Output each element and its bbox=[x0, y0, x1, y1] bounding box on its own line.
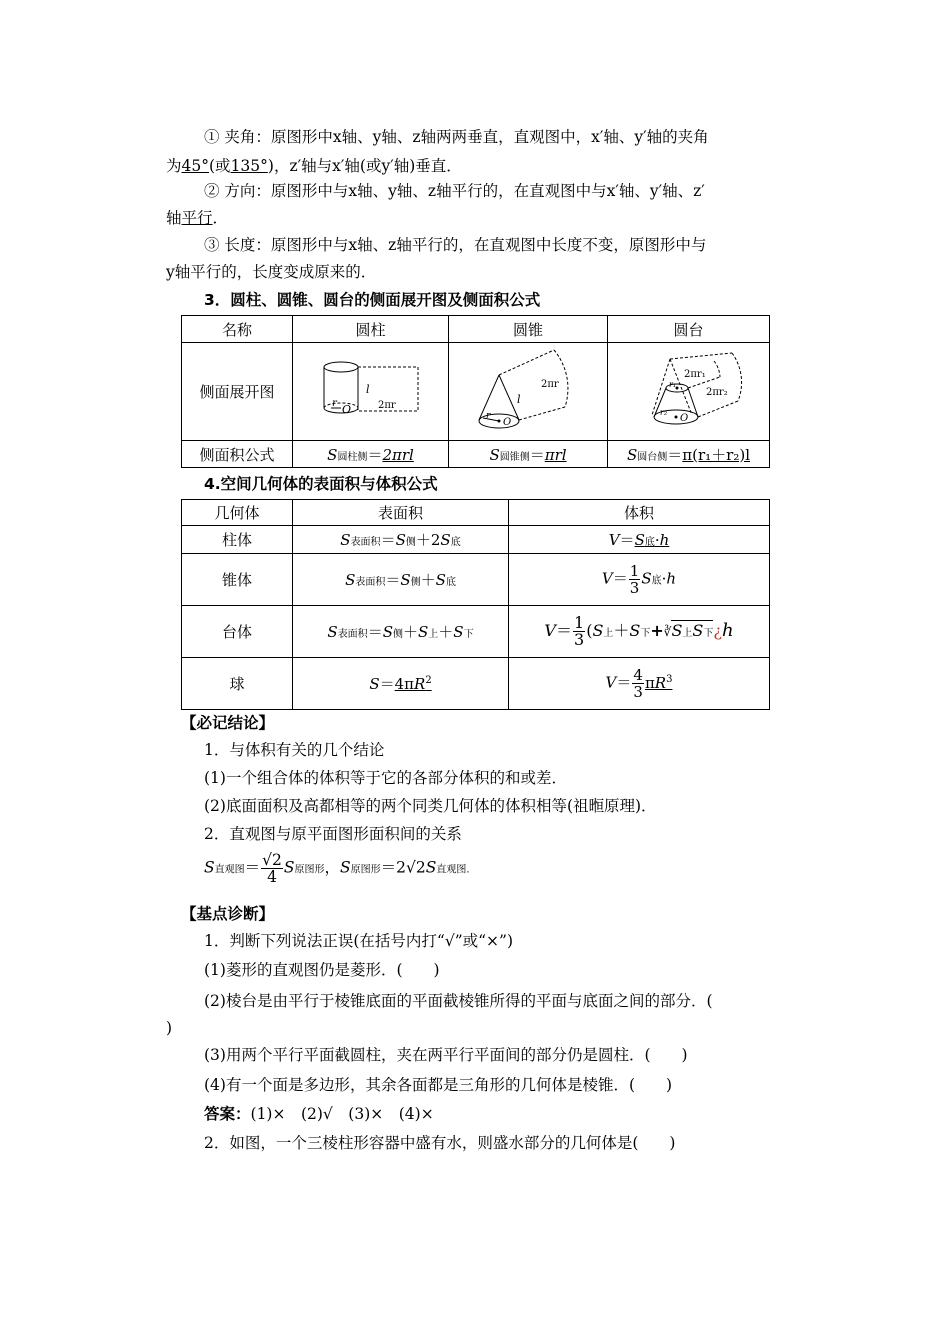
answer-underlined: 平行 bbox=[181, 209, 213, 227]
fraction: $\frac{1}{3}$ bbox=[629, 562, 640, 597]
cone-area-formula bbox=[449, 441, 608, 468]
table-header: 圆柱 bbox=[293, 316, 449, 343]
text: )，z′轴与x′轴(或y′轴)垂直． bbox=[267, 157, 462, 175]
subscript: 圆锥侧 bbox=[499, 451, 530, 463]
label-2pir1: 2πr₁ bbox=[683, 368, 706, 380]
volume-formula: V＝S底·h bbox=[509, 526, 770, 554]
label-2pir: 2πr bbox=[541, 378, 559, 390]
table-header: 圆台 bbox=[608, 316, 770, 343]
text-line: ① 夹角：原图形中x轴、y轴、z轴两两垂直，直观图中，x′轴、y′轴的夹角 bbox=[204, 128, 709, 146]
section-heading: 【必记结论】 bbox=[181, 714, 275, 732]
row-label: 台体 bbox=[182, 606, 293, 658]
text-line: (2)棱台是由平行于棱锥底面的平面截棱锥所得的平面与底面之间的部分．( bbox=[204, 992, 713, 1010]
frustum-area-formula bbox=[608, 441, 770, 468]
table-header: 圆锥 bbox=[449, 316, 608, 343]
cone-unfold-cell bbox=[449, 343, 608, 441]
volume-formula: V＝ $\frac{1}{3}$ (S上＋S下+∛S上S下¿h bbox=[509, 606, 770, 658]
label-o: O bbox=[679, 412, 688, 424]
cylinder-area-formula bbox=[293, 441, 449, 468]
frustum-unfold-figure bbox=[614, 345, 764, 435]
answer-line bbox=[204, 1104, 434, 1124]
label-l: l bbox=[365, 382, 370, 396]
symbol: ＝ bbox=[367, 445, 383, 464]
revolution-solids-table bbox=[181, 315, 770, 468]
label-o: O bbox=[341, 402, 351, 416]
label-r: r bbox=[331, 397, 337, 409]
area-formula: S表面积＝S侧＋S底 bbox=[293, 554, 509, 606]
area-formula: S表面积＝S侧＋2S底 bbox=[293, 526, 509, 554]
text: (或 bbox=[209, 157, 231, 175]
symbol: S bbox=[626, 445, 638, 464]
text-line: 2．直观图与原平面图形面积间的关系 bbox=[204, 825, 462, 843]
text-line: (3)用两个平行平面截圆柱，夹在两平行平面间的部分仍是圆柱．( ) bbox=[204, 1046, 688, 1064]
table-header: 表面积 bbox=[293, 500, 509, 526]
label-l: l bbox=[517, 392, 521, 406]
text-line: (1)一个组合体的体积等于它的各部分体积的和或差． bbox=[204, 769, 567, 787]
cylinder-unfold-figure bbox=[296, 345, 446, 435]
label-r1: r₁ bbox=[668, 379, 676, 389]
text-line bbox=[166, 156, 462, 176]
formula-value: π(r₁＋r₂)l bbox=[682, 445, 751, 464]
area-formula: $S=4\pi R^2$ bbox=[293, 658, 509, 710]
answer-underlined: 45° bbox=[181, 157, 209, 175]
text-line: 1．判断下列说法正误(在括号内打“√”或“×”) bbox=[204, 932, 514, 950]
row-label: 侧面展开图 bbox=[182, 343, 293, 441]
text-line: ) bbox=[166, 1019, 173, 1037]
answer-text: (1)× (2)√ (3)× (4)× bbox=[250, 1105, 434, 1123]
symbol: S bbox=[327, 445, 338, 464]
section-heading: 【基点诊断】 bbox=[181, 905, 275, 923]
text-line: (2)底面面积及高都相等的两个同类几何体的体积相等(祖暅原理)． bbox=[204, 797, 657, 815]
row-label: 球 bbox=[182, 658, 293, 710]
fraction: $\frac{4}{3}$ bbox=[633, 666, 643, 701]
text-line: (1)菱形的直观图仍是菱形．( ) bbox=[204, 961, 440, 979]
text-line: ② 方向：原图形中与x轴、y轴、z轴平行的，在直观图中与x′轴、y′轴、z′ bbox=[204, 182, 705, 200]
subscript: 圆柱侧 bbox=[337, 451, 368, 463]
area-formula: S表面积＝S侧＋S上＋S下 bbox=[293, 606, 509, 658]
table-header: 名称 bbox=[182, 316, 293, 343]
label-r: r bbox=[486, 410, 491, 421]
label-o: O bbox=[503, 416, 512, 428]
volume-formula: V＝ $\frac{4}{3}$ $\pi R^3$ bbox=[509, 658, 770, 710]
subscript: 圆台侧 bbox=[637, 451, 668, 463]
section-heading: 4.空间几何体的表面积与体积公式 bbox=[204, 475, 438, 493]
formula-value: πrl bbox=[544, 445, 567, 464]
answer-underlined: 135° bbox=[230, 157, 268, 175]
answer-label: 答案： bbox=[204, 1105, 251, 1123]
cylinder-unfold-cell bbox=[293, 343, 449, 441]
row-label: 锥体 bbox=[182, 554, 293, 606]
text-line: 1．与体积有关的几个结论 bbox=[204, 741, 385, 759]
symbol: ＝ bbox=[667, 445, 683, 464]
text: 轴 bbox=[166, 209, 182, 227]
text-line: ③ 长度：原图形中与x轴、z轴平行的，在直观图中长度不变，原图形中与 bbox=[204, 236, 707, 254]
cone-unfold-figure bbox=[453, 345, 603, 435]
row-label: 柱体 bbox=[182, 526, 293, 554]
frustum-unfold-cell bbox=[608, 343, 770, 441]
text: 为 bbox=[166, 157, 182, 175]
section-heading: 3．圆柱、圆锥、圆台的侧面展开图及侧面积公式 bbox=[204, 291, 541, 309]
label-2pir: 2πr bbox=[377, 399, 396, 411]
text-line: y轴平行的，长度变成原来的． bbox=[166, 263, 377, 281]
table-header: 体积 bbox=[509, 500, 770, 526]
formula-value: 2πrl bbox=[382, 445, 414, 464]
fraction: $\frac{1}{3}$ bbox=[574, 613, 585, 649]
text-line: (4)有一个面是多边形，其余各面都是三角形的几何体是棱锥．( ) bbox=[204, 1076, 673, 1094]
text: ． bbox=[212, 209, 229, 227]
label-r2: r₂ bbox=[659, 407, 667, 417]
volume-formula: V＝ $\frac{1}{3}$ S底·h bbox=[509, 554, 770, 606]
text-line bbox=[166, 208, 228, 228]
text-line: 2．如图，一个三棱柱形容器中盛有水，则盛水部分的几何体是( ) bbox=[204, 1134, 676, 1152]
row-label: 侧面积公式 bbox=[182, 441, 293, 468]
table-header: 几何体 bbox=[182, 500, 293, 526]
fraction: $\frac{√2}{4}$ bbox=[262, 851, 282, 886]
volume-area-table bbox=[181, 499, 770, 710]
area-relation-formula: S直观图＝ $\frac{√2}{4}$ S原图形，S原图形＝2√2S直观图． bbox=[204, 851, 477, 886]
symbol: ＝ bbox=[529, 445, 545, 464]
label-2pir2: 2πr₂ bbox=[705, 386, 728, 398]
symbol: S bbox=[489, 445, 500, 464]
